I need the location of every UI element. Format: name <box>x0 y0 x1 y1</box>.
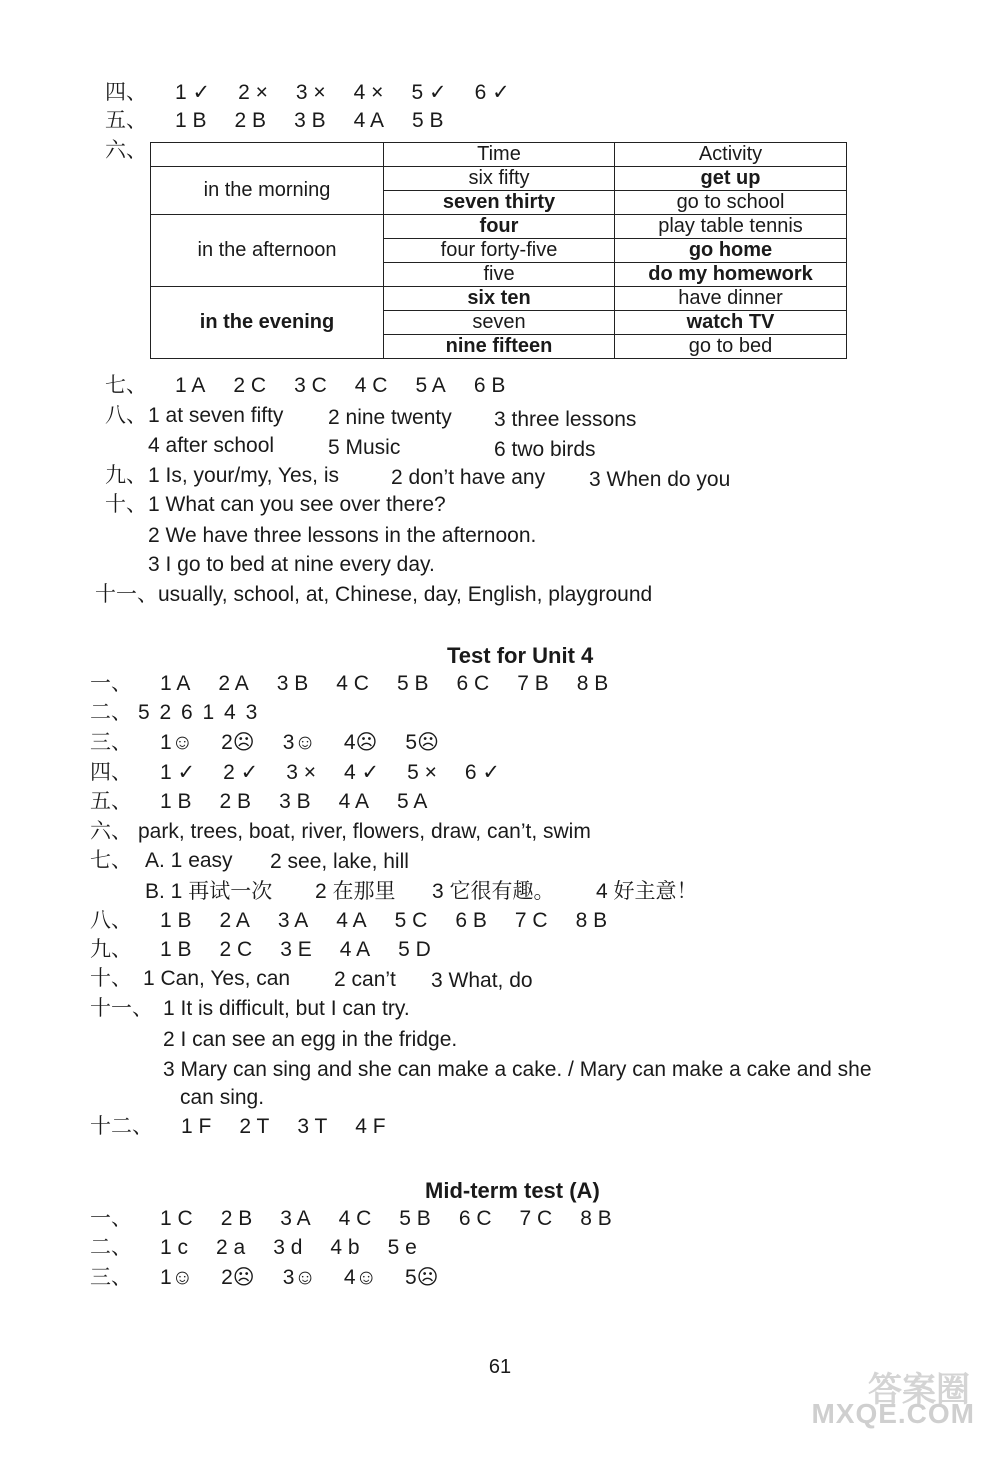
answer-9-1: 1 Is, your/my, Yes, is <box>148 464 340 487</box>
unit4-row-1: 一、 1 A 2 A 3 B 4 C 5 B 6 C 7 B 8 B <box>90 672 609 695</box>
answer-8-6: 6 two birds <box>494 438 596 461</box>
table-cell: six ten <box>384 287 615 311</box>
table-row <box>151 287 847 311</box>
answer-row-9: 九、 <box>105 464 147 487</box>
unit4-row-5: 五、 1 B 2 B 3 B 4 A 5 A <box>90 790 428 813</box>
unit4-7-b3: 3 它很有趣。 <box>432 880 555 903</box>
watermark-url: MXQE.COM <box>811 1398 975 1429</box>
unit4-row-3: 三、 1☺ 2☹ 3☺ 4☹ 5☹ <box>90 731 439 754</box>
unit4-7-a2: 2 see, lake, hill <box>270 850 409 873</box>
table-cell: have dinner <box>615 287 847 311</box>
unit4-7-b4: 4 好主意！ <box>596 880 698 903</box>
table-cell: seven thirty <box>384 191 615 215</box>
table-row <box>151 143 847 167</box>
section-title-midterm: Mid-term test (A) <box>425 1178 600 1203</box>
table-cell: five <box>384 263 615 287</box>
page-number: 61 <box>488 1356 512 1378</box>
table-cell: nine fifteen <box>384 335 615 359</box>
unit4-row-8: 八、 1 B 2 A 3 A 4 A 5 C 6 B 7 C 8 B <box>90 909 608 932</box>
unit4-11-3b: can sing. <box>180 1086 265 1109</box>
answer-8-3: 3 three lessons <box>494 408 637 431</box>
unit4-row-7: 七、 <box>90 849 132 872</box>
table-cell: go to school <box>615 191 847 215</box>
unit4-7-b2: 2 在那里 <box>315 880 396 903</box>
table-cell: go to bed <box>615 335 847 359</box>
midterm-row-2: 二、 1 c 2 a 3 d 4 b 5 e <box>90 1236 417 1259</box>
unit4-11-1: 1 It is difficult, but I can try. <box>163 997 410 1020</box>
answer-10-3: 3 I go to bed at nine every day. <box>148 553 435 576</box>
daily-schedule-table <box>150 142 847 359</box>
answer-row-11: 十一、usually, school, at, Chinese, day, English, playground <box>95 583 653 606</box>
unit4-row-9: 九、 1 B 2 C 3 E 4 A 5 D <box>90 938 431 961</box>
table-header-activity: Activity <box>615 143 847 167</box>
answer-row-7: 七、 1 A 2 C 3 C 4 C 5 A 6 B <box>105 374 506 397</box>
unit4-11-2: 2 I can see an egg in the fridge. <box>163 1028 458 1051</box>
section-title-unit4: Test for Unit 4 <box>447 643 594 668</box>
period-afternoon: in the afternoon <box>151 215 384 287</box>
unit4-row-6: 六、 park, trees, boat, river, flowers, draw, can’t, swim <box>90 820 591 843</box>
unit4-row-2: 二、 5 2 6 1 4 3 <box>90 701 260 724</box>
table-row <box>151 215 847 239</box>
unit4-10-3: 3 What, do <box>431 969 533 992</box>
unit4-11-3a: 3 Mary can sing and she can make a cake. / Mary can make a cake and she <box>163 1058 872 1081</box>
table-cell: do my homework <box>615 263 847 287</box>
answer-row-4: 四、 1 ✓ 2 × 3 × 4 × 5 ✓ 6 ✓ <box>105 81 510 104</box>
answer-9-2: 2 don’t have any <box>391 466 546 489</box>
answer-row-10: 十、 <box>105 493 147 516</box>
answer-row-5: 五、 1 B 2 B 3 B 4 A 5 B <box>105 109 444 132</box>
table-cell: four <box>384 215 615 239</box>
table-cell <box>151 143 384 167</box>
answer-row-8: 八、 <box>105 404 147 427</box>
unit4-7-a1: A. 1 easy <box>145 849 233 872</box>
answer-8-1: 1 at seven fifty <box>148 404 284 427</box>
answer-row-6-label: 六、 <box>105 139 147 162</box>
table-cell: play table tennis <box>615 215 847 239</box>
answer-10-2: 2 We have three lessons in the afternoon. <box>148 524 537 547</box>
table-cell: watch TV <box>615 311 847 335</box>
answer-9-3: 3 When do you <box>589 468 731 491</box>
table-cell: four forty-five <box>384 239 615 263</box>
unit4-7-b1: B. 1 再试一次 <box>145 880 273 903</box>
table-header-time: Time <box>384 143 615 167</box>
period-morning: in the morning <box>151 167 384 215</box>
unit4-row-12: 十二、 1 F 2 T 3 T 4 F <box>90 1115 386 1138</box>
unit4-row-4: 四、 1 ✓ 2 ✓ 3 × 4 ✓ 5 × 6 ✓ <box>90 761 500 784</box>
unit4-row-10: 十、 <box>90 967 132 990</box>
table-cell: seven <box>384 311 615 335</box>
answer-8-5: 5 Music <box>328 436 401 459</box>
table-row <box>151 167 847 191</box>
table-cell: go home <box>615 239 847 263</box>
midterm-row-3: 三、 1☺ 2☹ 3☺ 4☺ 5☹ <box>90 1266 439 1289</box>
answer-10-1: 1 What can you see over there? <box>148 493 446 516</box>
midterm-row-1: 一、 1 C 2 B 3 A 4 C 5 B 6 C 7 C 8 B <box>90 1207 612 1230</box>
unit4-row-11: 十一、 <box>90 997 153 1020</box>
table-cell: get up <box>615 167 847 191</box>
period-evening: in the evening <box>151 287 384 359</box>
unit4-10-2: 2 can’t <box>334 968 396 991</box>
answer-8-2: 2 nine twenty <box>328 406 452 429</box>
table-cell: six fifty <box>384 167 615 191</box>
answer-8-4: 4 after school <box>148 434 275 457</box>
watermark-logo: 答案圈 <box>868 1371 970 1409</box>
unit4-10-1: 1 Can, Yes, can <box>143 967 291 990</box>
